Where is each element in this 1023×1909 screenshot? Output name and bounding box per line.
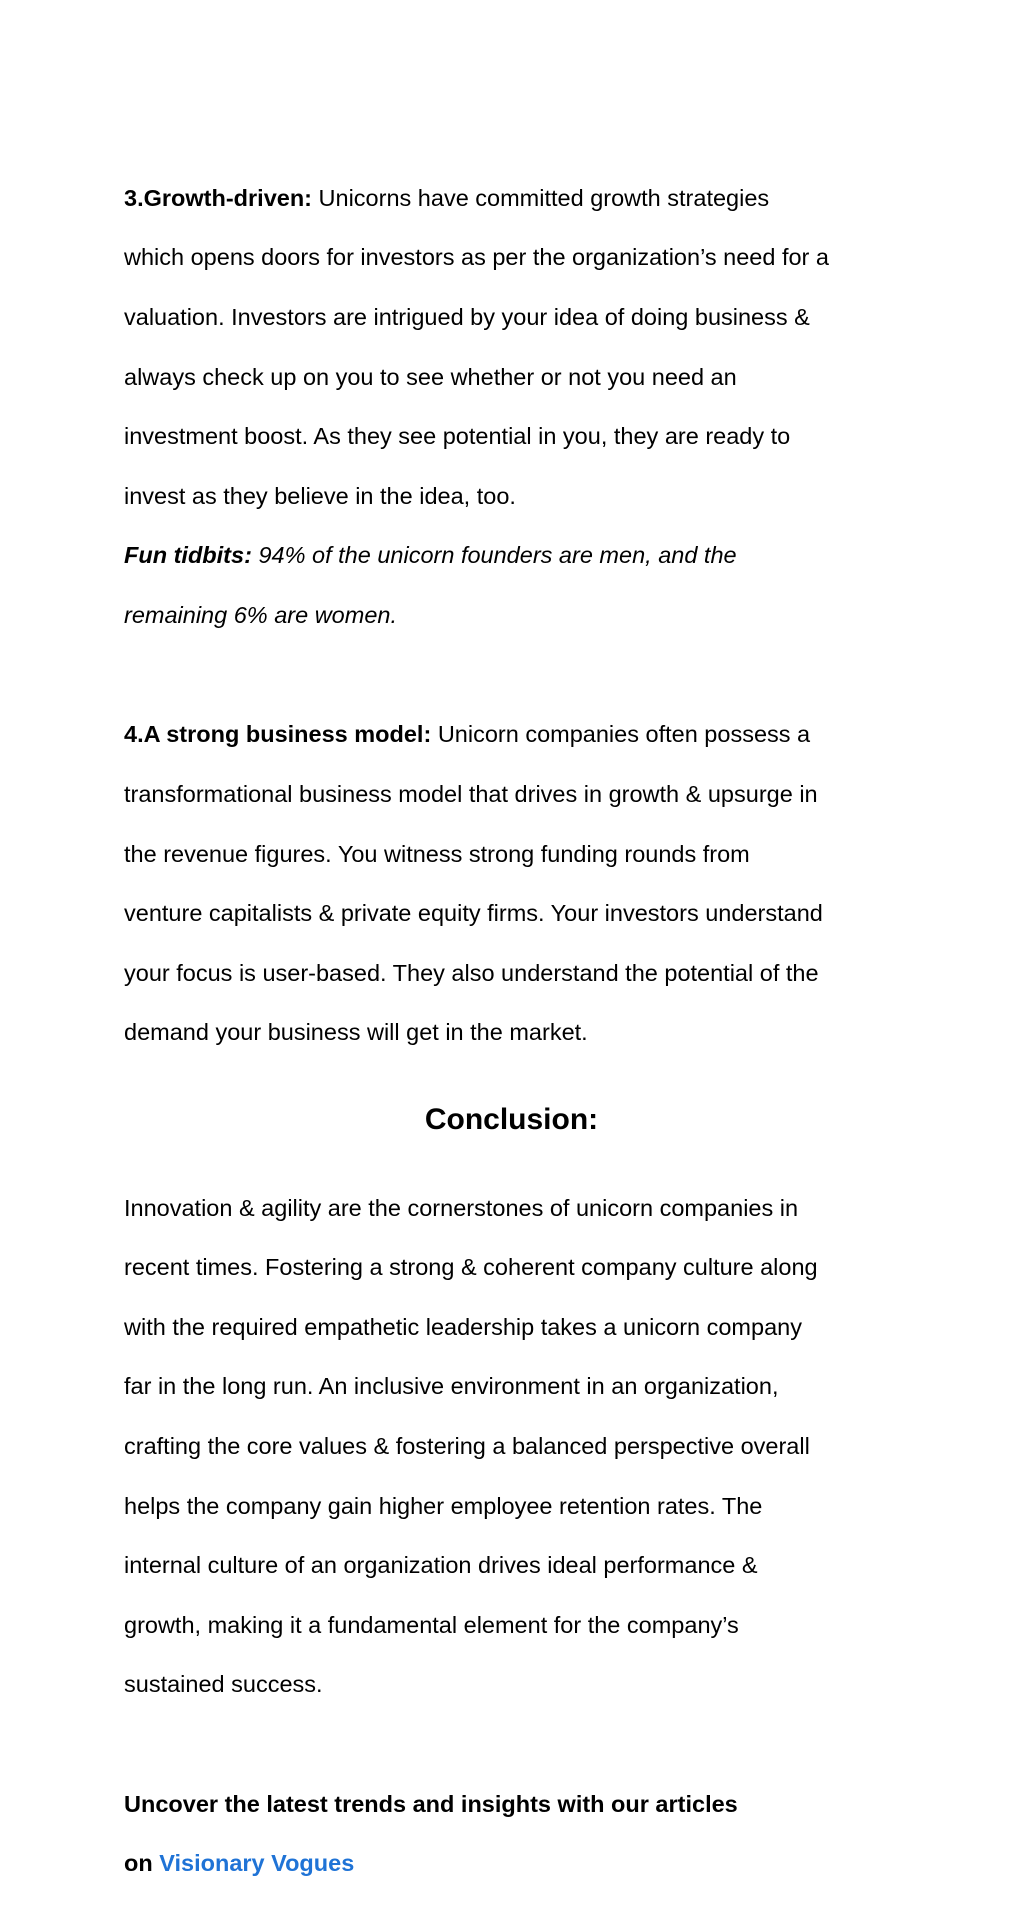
section-3-label: 3.Growth-driven:	[124, 184, 313, 211]
section-4-line-3: venture capitalists & private equity firms. Your investors understand	[124, 900, 823, 927]
conclusion-line-3: far in the long run. An inclusive environment in an organization,	[124, 1373, 779, 1400]
cta-line-2-prefix: on	[124, 1850, 160, 1877]
section-3-line-5: invest as they believe in the idea, too.	[124, 482, 516, 509]
conclusion-line-5: helps the company gain higher employee retention rates. The	[124, 1492, 763, 1519]
spacer	[124, 1730, 914, 1760]
section-3-line-3: always check up on you to see whether or not you need an	[124, 363, 737, 390]
section-3-line-0: Unicorns have committed growth strategies	[312, 184, 770, 211]
call-to-action	[124, 1760, 914, 1909]
section-4-line-5: demand your business will get in the market.	[124, 1019, 588, 1046]
section-3-line-2: valuation. Investors are intrigued by your idea of doing business &	[124, 303, 810, 330]
section-4-label: 4.A strong business model:	[124, 721, 432, 748]
fun-tidbits-label: Fun tidbits:	[124, 542, 252, 569]
section-3-line-1: which opens doors for investors as per the organization’s need for a	[124, 244, 829, 271]
section-4-line-4: your focus is user-based. They also understand the potential of the	[124, 959, 819, 986]
cta-line-1: Uncover the latest trends and insights with our articles	[124, 1790, 738, 1817]
conclusion-line-6: internal culture of an organization drives ideal performance &	[124, 1552, 758, 1579]
section-4-line-1: transformational business model that drives in growth & upsurge in	[124, 780, 818, 807]
section-4-line-2: the revenue figures. You witness strong funding rounds from	[124, 840, 750, 867]
conclusion-line-4: crafting the core values & fostering a balanced perspective overall	[124, 1433, 810, 1460]
section-growth-driven	[124, 154, 914, 661]
conclusion-line-8: sustained success.	[124, 1671, 323, 1698]
section-3-line-4: investment boost. As they see potential in you, they are ready to	[124, 423, 791, 450]
fun-tidbits-line-0: 94% of the unicorn founders are men, and the	[251, 542, 737, 569]
section-4-line-0: Unicorn companies often possess a	[431, 721, 811, 748]
conclusion-line-2: with the required empathetic leadership takes a unicorn company	[124, 1313, 802, 1340]
conclusion-line-0: Innovation & agility are the cornerstones of unicorn companies in	[124, 1194, 799, 1221]
visionary-vogues-link[interactable]: Visionary Vogues	[159, 1850, 355, 1877]
section-strong-business-model	[124, 691, 914, 1078]
fun-tidbits-line-1: remaining 6% are women.	[124, 601, 397, 628]
document-page	[124, 154, 914, 1909]
spacer	[124, 661, 914, 691]
conclusion-line-7: growth, making it a fundamental element for the company’s	[124, 1611, 739, 1638]
conclusion-heading: Conclusion:	[424, 1102, 599, 1136]
conclusion-line-1: recent times. Fostering a strong & coherent company culture along	[124, 1254, 818, 1281]
